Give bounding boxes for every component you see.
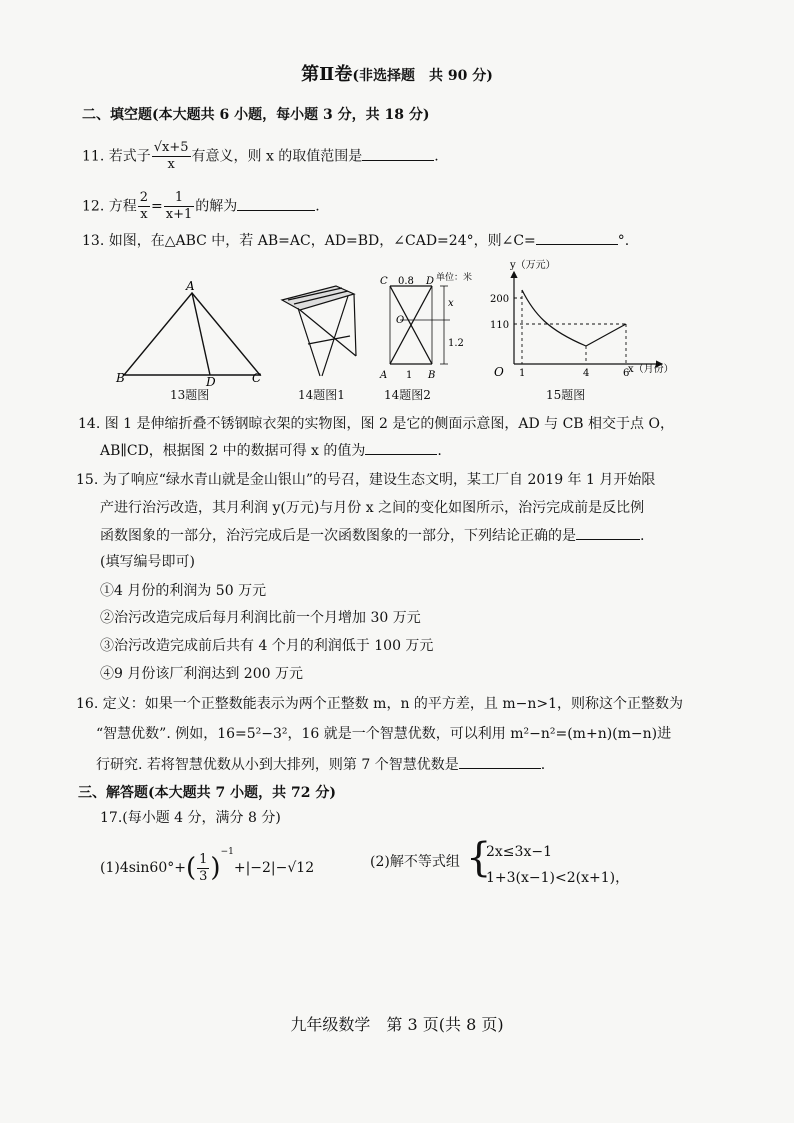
q14-line2-text: AB∥CD，根据图 2 中的数据可得 x 的值为: [100, 443, 366, 459]
question-15-line1: 15. 为了响应“绿水青山就是金山银山”的号召，建设生态文明，某工厂自 2019 年 1 月开始限: [76, 472, 656, 488]
q13-text: 13. 如图，在△ABC 中，若 AB=AC，AD=BD，∠CAD=24°，则∠C=: [82, 233, 536, 249]
q12-equals: =: [151, 198, 163, 215]
question-11: [82, 140, 439, 173]
q12-left-fraction: [138, 190, 150, 223]
question-16-line3: [96, 754, 545, 775]
section2-heading: 二、填空题(本大题共 6 小题，每小题 3 分，共 18 分): [82, 107, 430, 123]
label-b: B: [116, 371, 125, 385]
q15-option-1: ①4 月份的利润为 50 万元: [100, 583, 267, 599]
label-c: C: [252, 371, 262, 385]
title-subtitle: (非选择题 共 90 分): [352, 68, 493, 84]
rack-leg-cross: [322, 296, 348, 376]
linear-segment: [586, 324, 626, 346]
q11-fraction-den: x: [167, 157, 175, 172]
q14-answer-blank[interactable]: [365, 440, 437, 455]
rack-leg-right: [354, 294, 356, 356]
label-height: 1.2: [448, 338, 464, 349]
label-c: C: [380, 276, 388, 287]
segment-ad: [192, 293, 210, 375]
rack-lower-bar: [308, 336, 350, 344]
title-main: 第Ⅱ卷: [301, 64, 353, 85]
label-o: O: [396, 315, 405, 326]
q17-fraction: [197, 852, 209, 885]
paren-close: ): [210, 853, 221, 883]
figure-13-caption: 13题图: [170, 388, 210, 402]
q11-answer-blank[interactable]: [362, 146, 434, 161]
q16-answer-blank[interactable]: [459, 754, 541, 769]
figure-15-graph: [486, 258, 686, 380]
q12-right-den: x+1: [165, 207, 193, 222]
inverse-curve: [522, 290, 586, 346]
tick-110: 110: [490, 320, 510, 331]
q17-fraction-den: 3: [199, 868, 208, 884]
q12-suffix: 的解为: [195, 198, 238, 215]
question-16-line2: “智慧优数”. 例如，16=5²−3²，16 就是一个智慧优数，可以利用 m²−n²=(m+n)(m−n)进: [96, 726, 672, 742]
figure-15-caption: 15题图: [546, 388, 586, 402]
q16-line3-text: 行研究. 若将智慧优数从小到大排列，则第 7 个智慧优数是: [96, 757, 459, 773]
origin-label: O: [494, 365, 504, 379]
q12-prefix: 12. 方程: [82, 198, 137, 215]
q17-part-1: [100, 842, 314, 885]
q11-suffix: 有意义，则 x 的取值范围是: [191, 148, 363, 165]
q16-end: .: [540, 757, 546, 773]
q17-inequality-end: ，: [615, 870, 630, 886]
page-title: [0, 60, 794, 86]
q11-end: .: [434, 148, 439, 165]
system-brace: {: [466, 835, 492, 881]
question-14-line2: [100, 440, 442, 461]
question-17-heading: 17.(每小题 4 分，满分 8 分): [100, 810, 281, 826]
question-12: [82, 190, 320, 223]
q11-fraction-num: √x+5: [153, 140, 189, 155]
q17-part1-prefix: (1)4sin60°+: [100, 860, 186, 876]
figure-14-2: [370, 272, 490, 384]
q12-left-num: 2: [139, 190, 148, 205]
question-15-line2: 产进行治污改造，其月利润 y(万元)与月份 x 之间的变化如图所示，治污完成前是反比例: [100, 500, 645, 516]
question-15-line3: [100, 525, 644, 546]
q12-right-fraction: [164, 190, 195, 223]
page-footer: 九年级数学 第 3 页(共 8 页): [290, 1015, 504, 1034]
q17-exponent: −1: [220, 847, 234, 857]
q15-answer-blank[interactable]: [576, 525, 640, 540]
label-d: D: [206, 375, 216, 388]
q12-end: .: [315, 198, 320, 215]
q17-part1-suffix: +|−2|−√12: [233, 860, 315, 876]
triangle-abc: [124, 293, 260, 375]
tick-x1: 1: [519, 368, 526, 379]
q17-inequality-2: [486, 868, 629, 888]
figure-14-1-drying-rack: [280, 284, 360, 384]
tick-200: 200: [490, 294, 510, 305]
figure-13: [112, 278, 272, 388]
question-14-line1: 14. 图 1 是伸缩折叠不锈钢晾衣架的实物图，图 2 是它的侧面示意图，AD 与 CB 相交于点 O，: [78, 416, 674, 432]
q17-fraction-num: 1: [199, 851, 208, 867]
question-13: [82, 230, 629, 251]
q14-end: .: [437, 443, 442, 459]
section3-heading: 三、解答题(本大题共 7 小题，共 72 分): [78, 785, 336, 801]
paren-open: (: [185, 853, 197, 883]
label-top-length: 0.8: [398, 276, 414, 287]
y-axis-label: y（万元）: [510, 260, 556, 271]
q12-right-num: 1: [164, 190, 195, 207]
question-15-note: (填写编号即可): [100, 554, 195, 570]
label-a: A: [380, 370, 388, 381]
figure-14-2-caption: 14题图2: [384, 388, 431, 402]
label-a: A: [186, 279, 195, 293]
q15-line3-text: 函数图象的一部分，治污完成后是一次函数图象的一部分，下列结论正确的是: [100, 528, 576, 544]
question-16-line1: 16. 定义：如果一个正整数能表示为两个正整数 m，n 的平方差，且 m−n>1，则称这个正整数为: [76, 696, 684, 712]
label-unit: 单位：米: [436, 273, 473, 283]
label-bottom-length: 1: [406, 370, 413, 381]
label-b: B: [428, 370, 436, 381]
rack-leg-cross2: [300, 310, 356, 356]
q12-left-den: x: [140, 207, 148, 222]
q17-inequality-1: 2x≤3x−1: [486, 844, 552, 860]
q11-prefix: 11. 若式子: [82, 148, 151, 165]
q17-inequality-2-text: 1+3(x−1)<2(x+1): [486, 870, 616, 886]
x-axis-label: x（月份）: [628, 364, 674, 375]
q15-option-3: ③治污改造完成前后共有 4 个月的利润低于 100 万元: [100, 638, 434, 654]
q17-part2-label: (2)解不等式组: [370, 854, 460, 870]
q12-answer-blank[interactable]: [237, 196, 315, 211]
figure-14-1-caption: 14题图1: [298, 388, 345, 402]
q15-option-2: ②治污改造完成后每月利润比前一个月增加 30 万元: [100, 610, 421, 626]
label-d: D: [426, 276, 435, 287]
q15-end: .: [640, 528, 645, 544]
q11-fraction: [152, 140, 191, 173]
tick-x4: 4: [583, 368, 590, 379]
tick-x6: 6: [623, 368, 630, 379]
label-x: x: [448, 298, 454, 309]
q15-option-4: ④9 月份该厂利润达到 200 万元: [100, 666, 303, 682]
q13-end: °.: [617, 233, 630, 249]
q13-answer-blank[interactable]: [536, 230, 618, 245]
